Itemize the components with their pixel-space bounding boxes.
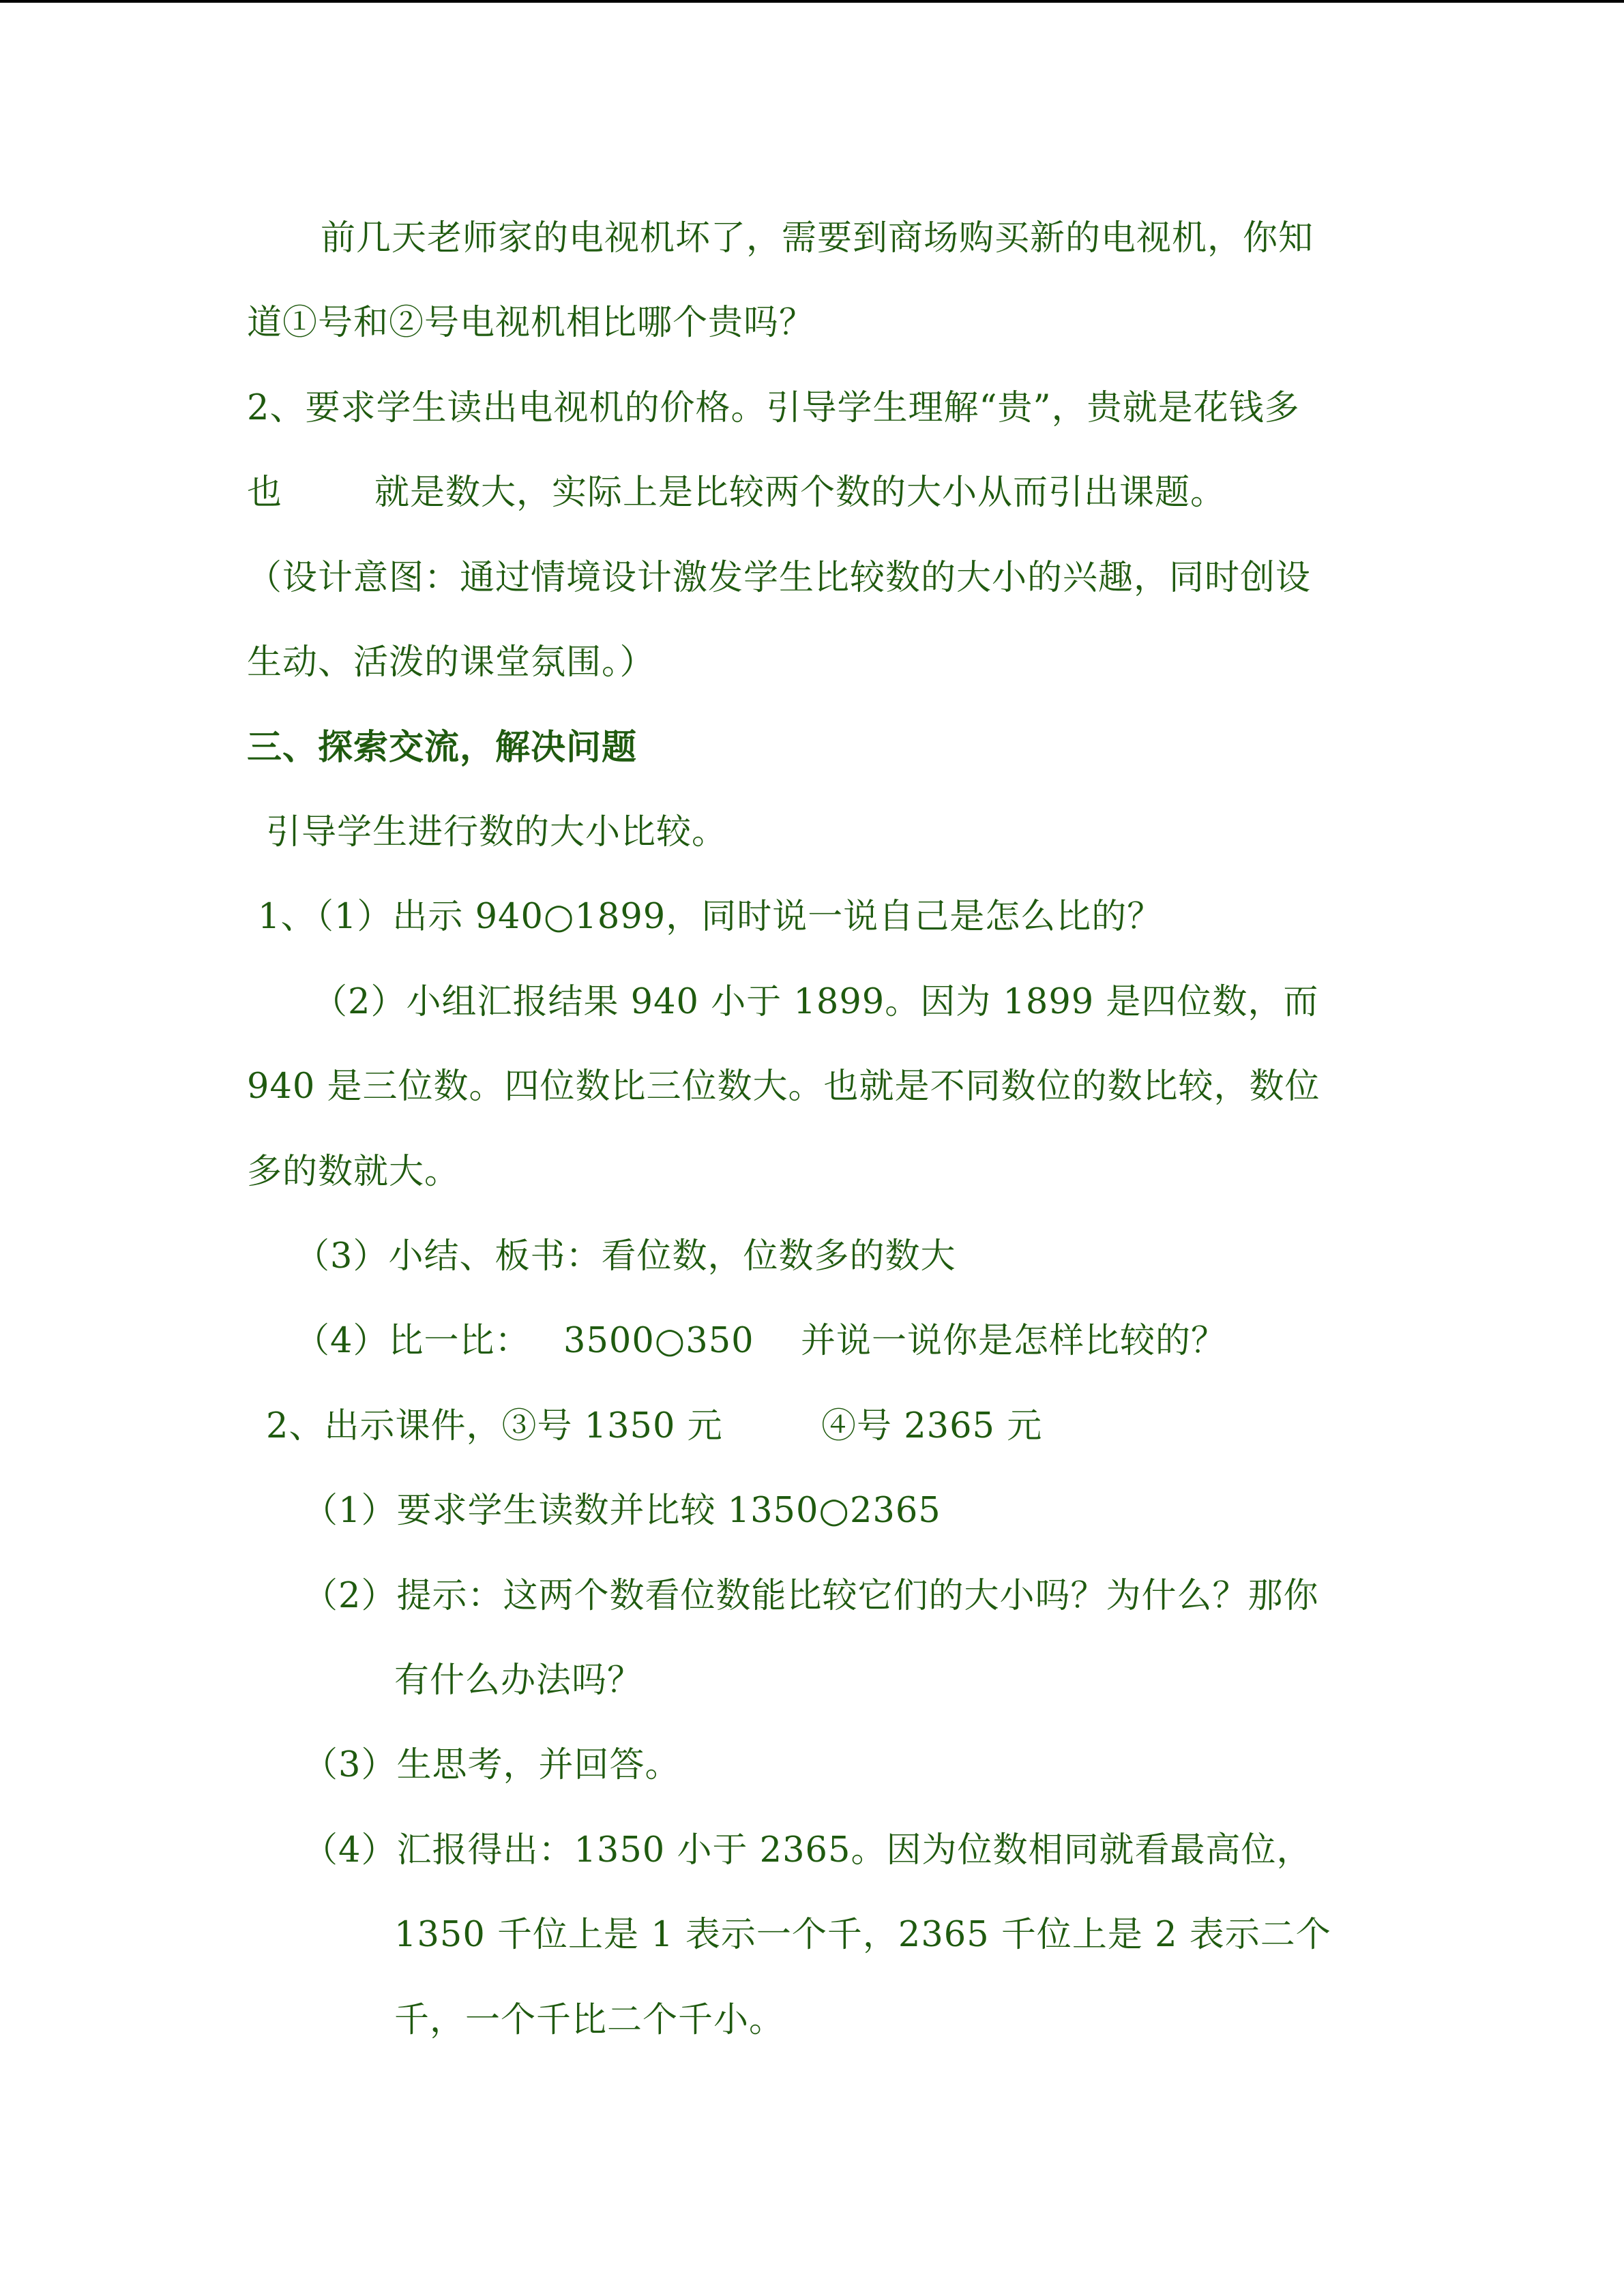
paragraph-line: 1350 千位上是 1 表示一个千，2365 千位上是 2 表示二个 [394, 1915, 1331, 1955]
paragraph-line: （1）要求学生读数并比较 1350○2365 [303, 1491, 941, 1531]
paragraph-line: 1、（1）出示 940○1899，同时说一说自己是怎么比的？ [258, 897, 1163, 937]
paragraph-line: （2）小组汇报结果 940 小于 1899。因为 1899 是四位数，而 [312, 982, 1319, 1022]
paragraph-line: 2、出示课件，③号 1350 元 [266, 1406, 723, 1446]
section-heading: 三、探索交流，解决问题 [247, 727, 638, 768]
paragraph-line: （4）比一比： [295, 1321, 531, 1361]
paragraph-line: （2）提示：这两个数看位数能比较它们的大小吗？为什么？那你 [303, 1576, 1319, 1616]
paragraph-line: 940 是三位数。四位数比三位数大。也就是不同数位的数比较，数位 [247, 1067, 1320, 1107]
paragraph-line: ④号 2365 元 [821, 1406, 1043, 1446]
paragraph-line: 引导学生进行数的大小比较。 [266, 812, 728, 852]
paragraph-line: 就是数大，实际上是比较两个数的大小从而引出课题。 [374, 473, 1226, 513]
paragraph-line: 2、要求学生读出电视机的价格。引导学生理解“贵”，贵就是花钱多 [247, 388, 1300, 428]
paragraph-line: 有什么办法吗？ [394, 1660, 643, 1701]
paragraph-line: （设计意图：通过情境设计激发学生比较数的大小的兴趣，同时创设 [247, 558, 1312, 598]
paragraph-line: 千，一个千比二个千小。 [394, 2000, 785, 2040]
paragraph-line: （3）生思考，并回答。 [303, 1745, 681, 1785]
paragraph-line: 并说一说你是怎样比较的？ [801, 1321, 1227, 1361]
paragraph-line: 前几天老师家的电视机坏了，需要到商场购买新的电视机，你知 [321, 218, 1314, 258]
paragraph-line: 生动、活泼的课堂氛围。） [247, 642, 655, 683]
paragraph-line: 3500○350 [563, 1321, 754, 1361]
page-top-border [0, 0, 1624, 3]
paragraph-line: （4）汇报得出：1350 小于 2365。因为位数相同就看最高位， [303, 1830, 1312, 1870]
paragraph-line: （3）小结、板书：看位数，位数多的数大 [295, 1236, 956, 1277]
paragraph-line: 多的数就大。 [247, 1152, 460, 1192]
paragraph-line: 道①号和②号电视机相比哪个贵吗？ [247, 303, 815, 343]
paragraph-line: 也 [247, 473, 283, 513]
